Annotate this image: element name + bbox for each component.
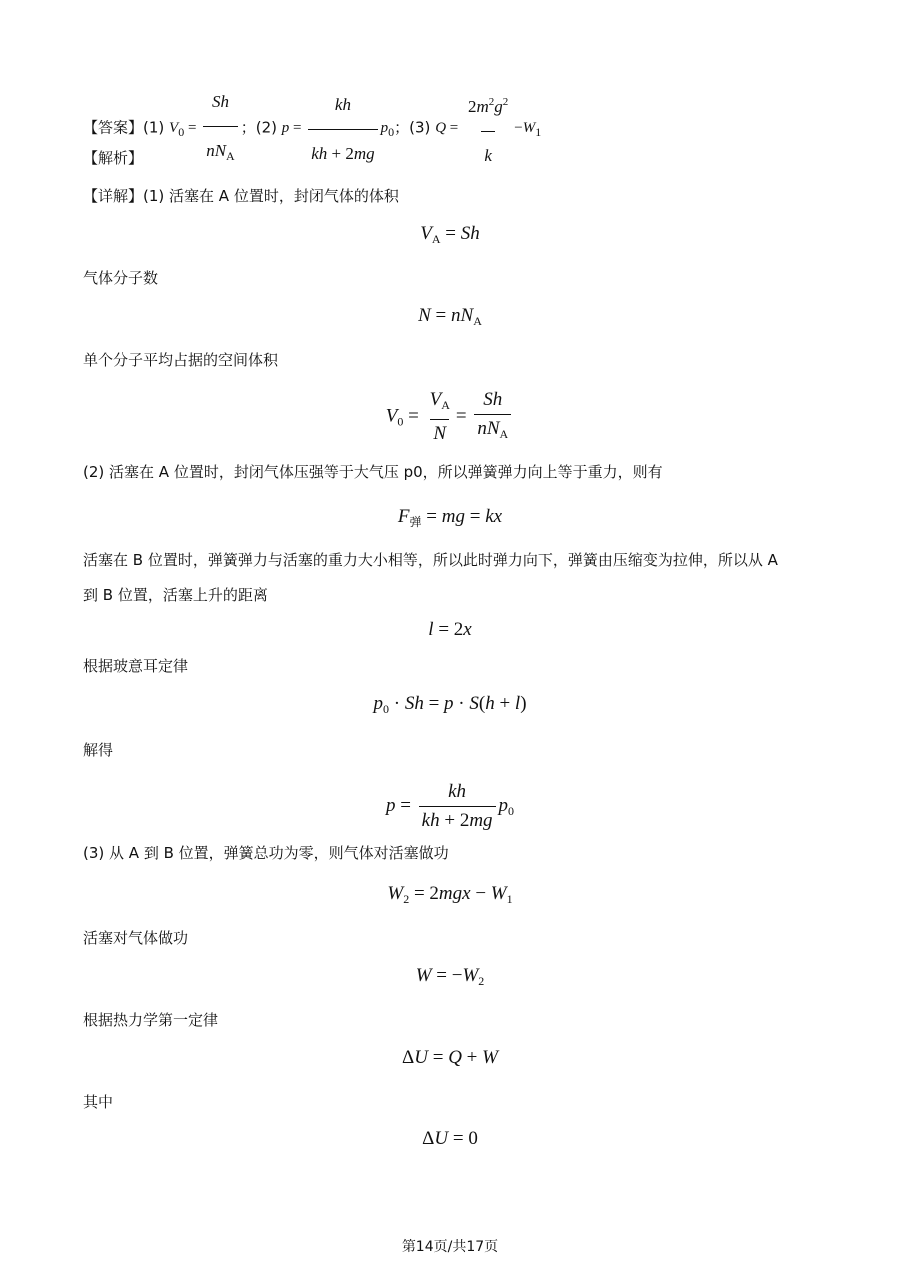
part1-text: (1) 活塞在 A 位置时，封闭气体的体积 xyxy=(143,187,399,205)
detail-part1-line xyxy=(83,186,399,206)
piston-work-line: 活塞对气体做功 xyxy=(83,929,189,947)
first-law-line: 根据热力学第一定律 xyxy=(83,1011,219,1029)
solve-line: 解得 xyxy=(83,741,114,759)
part3-line: (3) 从 A 到 B 位置，弹簧总功为零，则气体对活塞做功 xyxy=(83,844,449,862)
answer-part3-marker: (3) xyxy=(409,118,431,137)
equation-w2: $W_2 = 2mgx - W_1$ xyxy=(387,883,513,906)
equation-w: $W = -W_2$ xyxy=(415,965,485,988)
gas-molecules-line: 气体分子数 xyxy=(83,269,159,287)
equation-v0: $V_0$ = $\frac{V_A}{N}$ = $\frac{Sh}{nN_A}$ xyxy=(0,388,900,446)
answer-part2-marker: (2) xyxy=(255,118,277,137)
answer-part1-marker: (1) xyxy=(143,118,165,137)
equation-delta-u-zero: ΔU = 0 xyxy=(422,1128,478,1149)
equation-va: $V_A = Sh$ xyxy=(420,223,480,246)
analysis-label: 【解析】 xyxy=(83,149,144,167)
equation-boyle: $p_0 \cdot Sh = p \cdot S(h + l)$ xyxy=(373,693,527,716)
answer-line xyxy=(83,80,541,178)
equation-pressure: p = $\frac{kh}{kh + 2mg}$ $p_0$ xyxy=(385,781,515,831)
boyle-law-line: 根据玻意耳定律 xyxy=(83,657,189,675)
answer-separator-1: ； xyxy=(240,118,256,137)
part2-line: (2) 活塞在 A 位置时，封闭气体压强等于大气压 p0，所以弹簧弹力向上等于重力，则有 xyxy=(83,463,663,481)
at-b-line-1: 活塞在 B 位置时，弹簧弹力与活塞的重力大小相等，所以此时弹力向下，弹簧由压缩变为拉伸，所以从 A xyxy=(83,551,778,569)
at-b-line-2: 到 B 位置，活塞上升的距离 xyxy=(83,586,268,604)
detail-label: 【详解】 xyxy=(83,187,144,205)
avg-volume-line: 单个分子平均占据的空间体积 xyxy=(83,351,279,369)
equation-spring-force: $F_弹$ = mg = kx xyxy=(397,506,503,529)
answer-formula-3: Q = $\frac{2m^2g^2}{k}$ $-W_1$ xyxy=(435,120,541,136)
equation-distance: l = 2x xyxy=(428,619,472,640)
answer-separator-2: ； xyxy=(394,118,410,137)
answer-label: 【答案】 xyxy=(83,118,144,137)
equation-n: $N = nN_A$ xyxy=(418,305,482,328)
answer-formula-2: p = $\frac{kh}{kh + 2mg}$ $p_0$ xyxy=(282,120,394,136)
equation-first-law: ΔU = Q + W xyxy=(402,1047,498,1068)
page-footer: 第14页/共17页 xyxy=(401,1239,499,1255)
where-line: 其中 xyxy=(83,1093,114,1111)
answer-formula-1: $V_0$ = $\frac{Sh}{nN_A}$ xyxy=(169,120,241,136)
